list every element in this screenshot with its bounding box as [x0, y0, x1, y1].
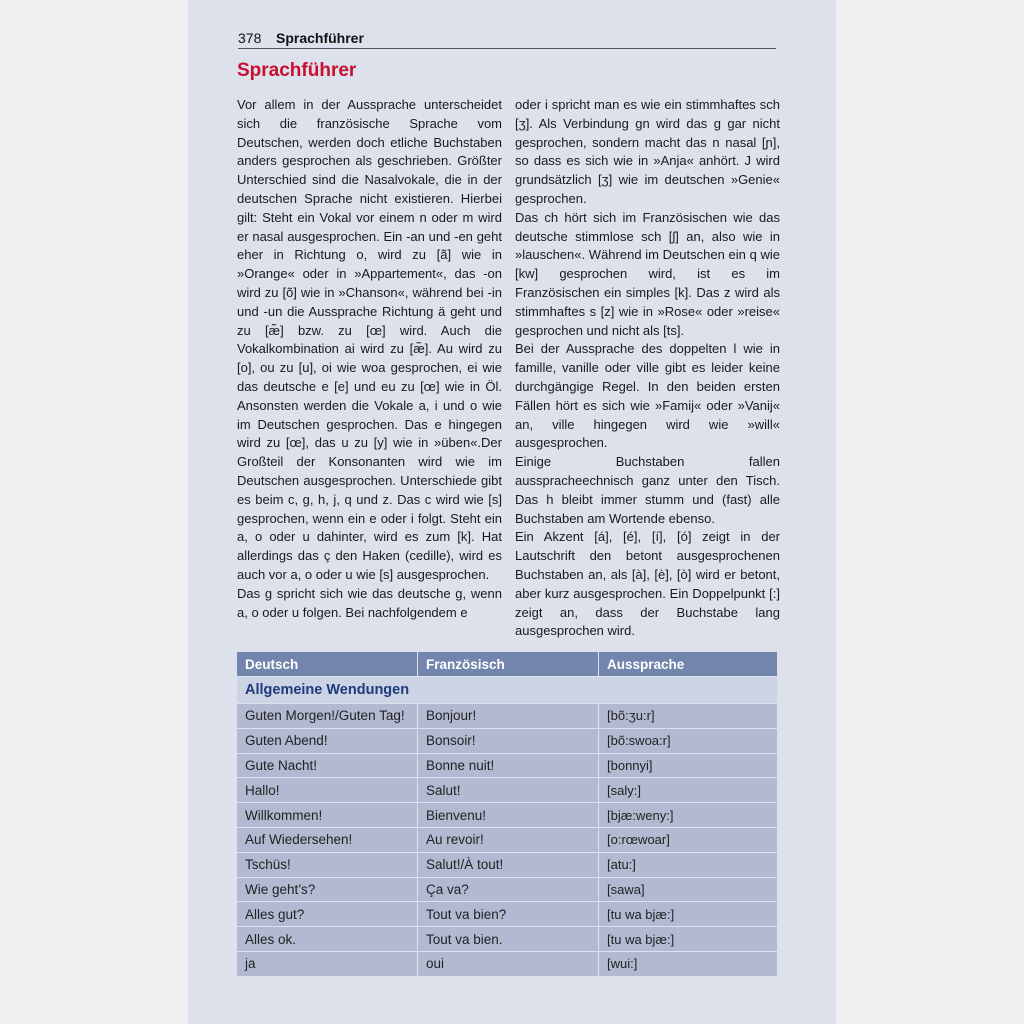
cell-deutsch: Tschüs! [237, 852, 418, 877]
section-heading: Allgemeine Wendungen [237, 677, 777, 704]
cell-franzoesisch: Bonsoir! [418, 728, 599, 753]
cell-aussprache: [o:rœwoar] [599, 827, 778, 852]
cell-franzoesisch: Tout va bien. [418, 927, 599, 952]
paragraph: Vor allem in der Aussprache unterscheidet sich die französische Sprache vom Deutschen, werden doch etliche Buchstaben anders gesprochen als geschrieben. Größter Unterschied sind die Nasalvokale, die in der deutschen Sprache nicht existieren. Hierbei gilt: Steht ein Vokal vor einem n oder m wird er nasal ausgesprochen. Ein -an und -en geht eher in Richtung o, wird zu [ã] wie in »Orange« oder in »Appartement«, das -on wird zu [õ] wie in »Chanson«, während bei -in und -un die Aussprache Richtung ä geht und zu [æ̃] bzw. zu [œ] wird. Auch die Vokalkombination ai wird zu [æ̃]. Au wird zu [o], ou zu [u], oi wie woa gesprochen, ei wie das deutsche e [e] und eu zu [œ] wie in Öl. Ansonsten werden die Vokale a, i und o wie im Deutschen gesprochen. Das e hingegen wird zu [œ], das u zu [y] wie in »üben«.Der Großteil der Konsonanten wird wie im Deutschen ausgesprochen. Unterschiede gibt es beim c, g, h, j, q und z. Das c wird wie [s] gesprochen, wenn ein e oder i folgt. Steht ein a, o oder u dahinter, wird es zum [k]. Hat allerdings das ç den Haken (cedille), wird es auch vor a, o oder u wie [s] ausgesprochen. [237, 97, 502, 582]
cell-franzoesisch: Salut! [418, 778, 599, 803]
cell-deutsch: Alles gut? [237, 902, 418, 927]
cell-deutsch: Guten Abend! [237, 728, 418, 753]
cell-franzoesisch: Bienvenu! [418, 803, 599, 828]
table-row [237, 902, 777, 927]
cell-aussprache: [sawa] [599, 877, 778, 902]
cell-deutsch: Willkommen! [237, 803, 418, 828]
cell-aussprache: [tu wa bjæ:] [599, 902, 778, 927]
cell-deutsch: Auf Wiedersehen! [237, 827, 418, 852]
paragraph: Einige Buchstaben fallen ausspracheechnisch ganz unter den Tisch. Das h bleibt immer stumm und (fast) alle Buchstaben am Wortende ebenso. [515, 454, 780, 526]
cell-deutsch: Wie geht’s? [237, 877, 418, 902]
page-number: 378 [238, 30, 262, 46]
cell-deutsch: ja [237, 951, 418, 975]
table-row [237, 778, 777, 803]
cell-franzoesisch: Tout va bien? [418, 902, 599, 927]
cell-deutsch: Alles ok. [237, 927, 418, 952]
text-column-right [515, 96, 780, 641]
table-row [237, 827, 777, 852]
text-column-left [237, 96, 502, 622]
cell-aussprache: [atu:] [599, 852, 778, 877]
cell-franzoesisch: Salut!/À tout! [418, 852, 599, 877]
cell-franzoesisch: Bonjour! [418, 704, 599, 729]
cell-aussprache: [bjæ:weny:] [599, 803, 778, 828]
page-title: Sprachführer [237, 60, 357, 81]
column-header-deutsch: Deutsch [237, 652, 418, 677]
paragraph: Bei der Aussprache des doppelten l wie in famille, vanille oder ville gibt es leider keine durchgängige Regel. In den beiden ersten Fällen hört es sich wie »Famij« oder »Vanij« an, ville hingegen wird wie »will« ausgesprochen. [515, 341, 780, 451]
column-header-franzoesisch: Französisch [418, 652, 599, 677]
cell-deutsch: Guten Morgen!/Guten Tag! [237, 704, 418, 729]
table-header-row [237, 652, 777, 677]
table-section-row [237, 677, 777, 704]
table-row [237, 951, 777, 975]
cell-franzoesisch: Ça va? [418, 877, 599, 902]
paragraph: Ein Akzent [á], [é], [í], [ó] zeigt in der Lautschrift den betont ausgesprochenen Buchstaben an, als [à], [è], [ò] wird er betont, aber kurz ausgesprochen. Ein Doppelpunkt [:] zeigt an, dass der Buchstabe lang ausgesprochen wird. [515, 529, 780, 639]
running-title: Sprachführer [276, 30, 364, 46]
phrase-table [237, 652, 777, 976]
cell-aussprache: [tu wa bjæ:] [599, 927, 778, 952]
paragraph: oder i spricht man es wie ein stimmhaftes sch [ʒ]. Als Verbindung gn wird das g gar nicht gesprochen, sondern macht das n nasal [ɲ], so dass es sich wie in »Anja« anhört. J wird grundsätzlich [ʒ] wie im deutschen »Genie« gesprochen. [515, 97, 780, 206]
table-row [237, 753, 777, 778]
table-row [237, 852, 777, 877]
table-row [237, 803, 777, 828]
cell-deutsch: Hallo! [237, 778, 418, 803]
table-row [237, 927, 777, 952]
running-head [238, 30, 776, 49]
table-row [237, 728, 777, 753]
cell-aussprache: [bonnyi] [599, 753, 778, 778]
paragraph: Das g spricht sich wie das deutsche g, wenn a, o oder u folgen. Bei nachfolgendem e [237, 585, 502, 620]
table-row [237, 877, 777, 902]
cell-franzoesisch: oui [418, 951, 599, 975]
cell-franzoesisch: Bonne nuit! [418, 753, 599, 778]
cell-aussprache: [wui:] [599, 951, 778, 975]
cell-aussprache: [bõ:ʒu:r] [599, 704, 778, 729]
column-header-aussprache: Aussprache [599, 652, 778, 677]
cell-aussprache: [bõ:swoa:r] [599, 728, 778, 753]
table-row [237, 704, 777, 729]
paragraph: Das ch hört sich im Französischen wie das deutsche stimmlose sch [ʃ] an, also wie in »lauschen«. Während im Deutschen ein q wie [kw] gesprochen wird, ist es im Französischen ein simples [k]. Das z wird als stimmhaftes s [z] wie in »Rose« oder »reise« gesprochen und nicht als [ts]. [515, 209, 780, 338]
cell-franzoesisch: Au revoir! [418, 827, 599, 852]
cell-deutsch: Gute Nacht! [237, 753, 418, 778]
book-page [188, 0, 836, 1024]
cell-aussprache: [saly:] [599, 778, 778, 803]
